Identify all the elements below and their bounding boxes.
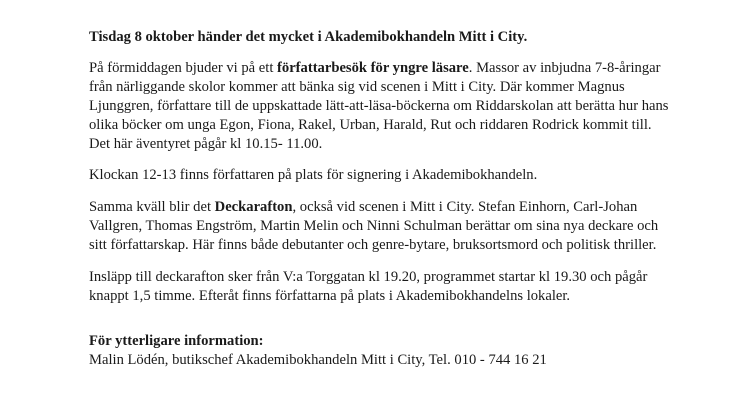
p1-text-end: . Massor av inbjudna 7-8-åringar från närliggande skolor kommer att bänka sig vid scenen i Mitt i City. Där kommer Magnus Ljunggren, författare till de uppskattade lätt-att-läsa-böckerna om Riddarskolan att berätta hur hans olika böcker om unga Egon, Fiona, Rakel, Urban, Harald, Rut och riddaren Rodrick kommit till. Det här äventyret pågår kl 10.15- 11.00. (89, 59, 669, 152)
paragraph-entry-info: Insläpp till deckarafton sker från V:a Torggatan kl 19.20, programmet startar kl 19.30 och pågår knappt 1,5 timme. Efteråt finns författarna på plats i Akademibokhandelns lokaler. (89, 269, 648, 304)
paragraph-signing: Klockan 12-13 finns författaren på plats för signering i Akademibokhandeln. (89, 167, 538, 184)
document-heading: Tisdag 8 oktober händer det mycket i Akademibokhandeln Mitt i City. (89, 29, 528, 45)
info-title: För ytterligare information: (89, 332, 264, 349)
paragraph-morning-visit (89, 59, 669, 154)
p3-bold-phrase: Deckarafton (214, 199, 293, 216)
paragraph-crime-evening (89, 198, 669, 255)
document-page (89, 28, 669, 370)
p1-text-start: På förmiddagen bjuder vi på ett (89, 59, 278, 76)
p3-text-start: Samma kväll blir det (89, 199, 215, 216)
contact-line: Malin Lödén, butikschef Akademibokhandeln Mitt i City, Tel. 010 - 744 16 21 (89, 351, 547, 368)
p3-text-end: , också vid scenen i Mitt i City. Stefan Einhorn, Carl-Johan Vallgren, Thomas Engström, Martin Melin och Ninni Schulman berättar om sina nya deckare och sitt författarskap. Här finns både debutanter och genre-bytare, bruksortsmord och politisk thriller. (89, 199, 659, 254)
p1-bold-phrase: författarbesök för yngre läsare (277, 59, 469, 76)
